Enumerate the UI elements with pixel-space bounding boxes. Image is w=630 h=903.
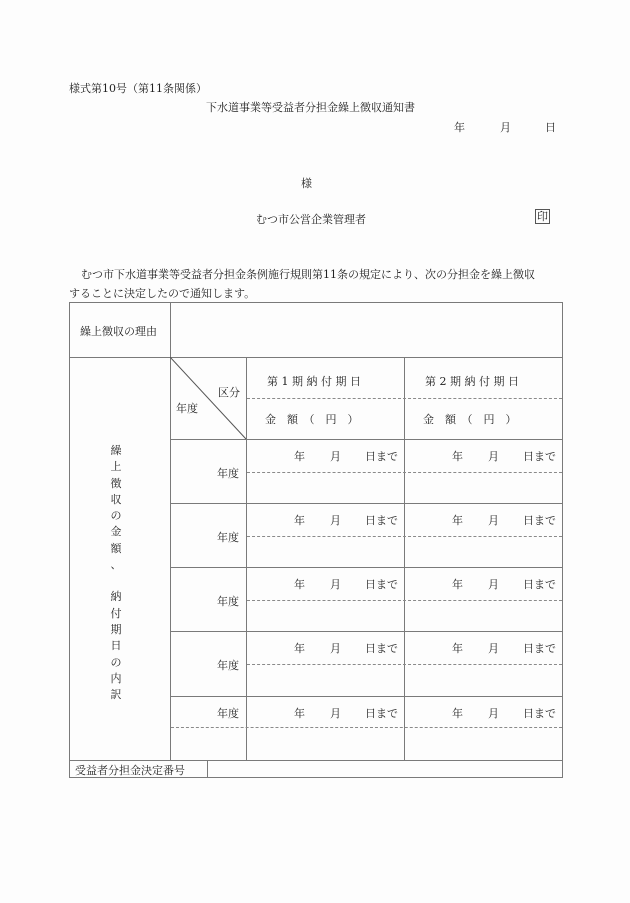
fiscal-year-label: 年度 bbox=[217, 467, 239, 480]
decision-number-label: 受益者分担金決定番号 bbox=[75, 764, 185, 777]
period1-header: 第 1 期 納 付 期 日 bbox=[267, 375, 361, 388]
p2-month: 月 bbox=[488, 578, 499, 591]
amount-header-2: 金 額 （ 円 ） bbox=[423, 413, 517, 426]
category-label: 区分 bbox=[218, 386, 240, 399]
p2-month: 月 bbox=[488, 642, 499, 655]
recipient-honorific: 様 bbox=[301, 177, 312, 190]
p2-year: 年 bbox=[452, 642, 463, 655]
p1-year: 年 bbox=[294, 450, 305, 463]
p2-day: 日まで bbox=[523, 642, 556, 655]
p2-month: 月 bbox=[488, 514, 499, 527]
p1-year: 年 bbox=[294, 578, 305, 591]
p1-month: 月 bbox=[330, 707, 341, 720]
p1-day: 日まで bbox=[365, 514, 398, 527]
p1-month: 月 bbox=[330, 642, 341, 655]
date-year: 年 bbox=[454, 121, 465, 134]
amount-header-1: 金 額 （ 円 ） bbox=[265, 413, 359, 426]
date-day: 日 bbox=[545, 121, 556, 134]
fiscal-year-label: 年度 bbox=[217, 659, 239, 672]
p1-day: 日まで bbox=[365, 450, 398, 463]
p1-year: 年 bbox=[294, 707, 305, 720]
p2-year: 年 bbox=[452, 450, 463, 463]
document-title: 下水道事業等受益者分担金繰上徴収通知書 bbox=[206, 101, 415, 114]
p2-year: 年 bbox=[452, 578, 463, 591]
p1-day: 日まで bbox=[365, 578, 398, 591]
p2-day: 日まで bbox=[523, 707, 556, 720]
p2-year: 年 bbox=[452, 707, 463, 720]
reason-label: 繰上徴収の理由 bbox=[80, 325, 157, 338]
p2-month: 月 bbox=[488, 707, 499, 720]
fiscal-year-header: 年度 bbox=[176, 402, 198, 415]
period2-header: 第 2 期 納 付 期 日 bbox=[425, 375, 519, 388]
seal-mark: 印 bbox=[537, 210, 548, 223]
date-month: 月 bbox=[500, 121, 511, 134]
body-text-line1: むつ市下水道事業等受益者分担金条例施行規則第11条の規定により、次の分担金を繰上徴収 bbox=[81, 268, 535, 281]
breakdown-label: 繰 上 徴 収 の 金 額 、 納 付 期 日 の 内 訳 bbox=[110, 444, 122, 702]
p1-month: 月 bbox=[330, 450, 341, 463]
p1-day: 日まで bbox=[365, 642, 398, 655]
body-text-line2: することに決定したので通知します。 bbox=[69, 287, 256, 300]
p1-day: 日まで bbox=[365, 707, 398, 720]
fiscal-year-label: 年度 bbox=[217, 707, 239, 720]
decision-number-field[interactable] bbox=[208, 761, 562, 777]
p2-year: 年 bbox=[452, 514, 463, 527]
p1-year: 年 bbox=[294, 514, 305, 527]
p1-month: 月 bbox=[330, 514, 341, 527]
p2-day: 日まで bbox=[523, 578, 556, 591]
p2-day: 日まで bbox=[523, 450, 556, 463]
p1-month: 月 bbox=[330, 578, 341, 591]
issuer-name: むつ市公営企業管理者 bbox=[256, 213, 366, 226]
fiscal-year-label: 年度 bbox=[217, 531, 239, 544]
reason-field[interactable] bbox=[171, 303, 562, 357]
p2-day: 日まで bbox=[523, 514, 556, 527]
fiscal-year-label: 年度 bbox=[217, 595, 239, 608]
p2-month: 月 bbox=[488, 450, 499, 463]
p1-year: 年 bbox=[294, 642, 305, 655]
form-number: 様式第10号（第11条関係） bbox=[69, 82, 207, 95]
